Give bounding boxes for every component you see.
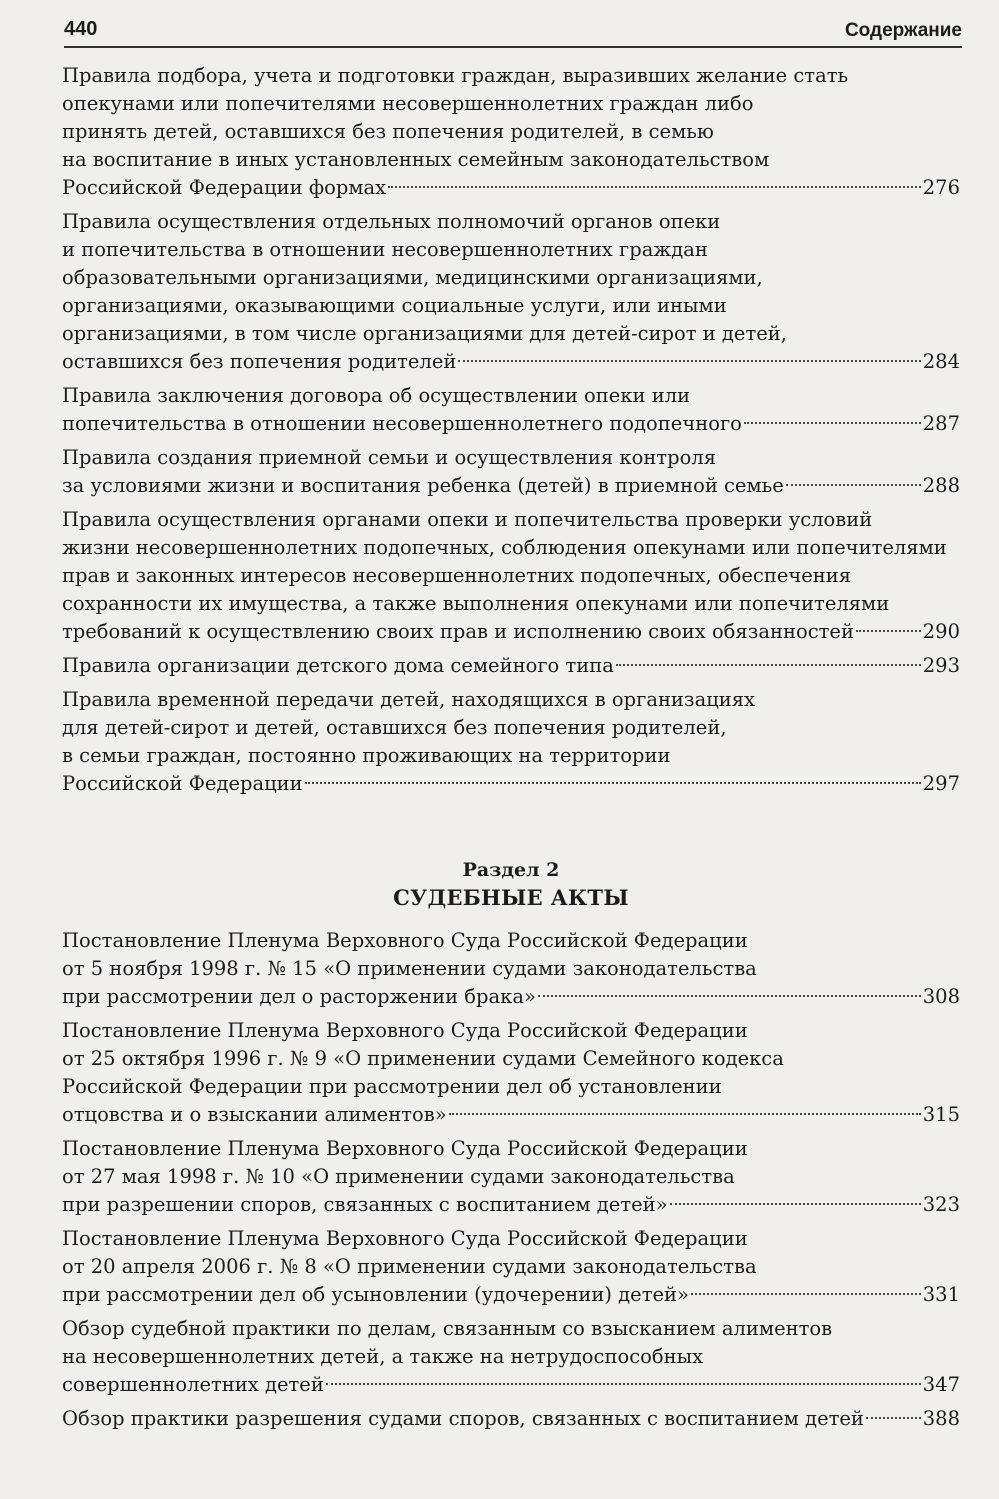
dot-leader — [449, 1113, 921, 1115]
toc-entry-last-line — [62, 174, 960, 202]
toc-entry-title-end: Российской Федерации формах — [62, 176, 387, 199]
toc-page-number[interactable]: 331 — [922, 1283, 960, 1306]
toc-entry-title-end: при рассмотрении дел о расторжении брака» — [62, 985, 536, 1008]
toc-entry-last-line — [62, 410, 960, 438]
toc-entry-line: от 20 апреля 2006 г. № 8 «О применении судами законодательства — [62, 1255, 757, 1278]
toc-entry-line: Правила создания приемной семьи и осуществления контроля — [62, 446, 717, 469]
toc-entry[interactable] — [62, 208, 960, 376]
toc-entry-title-end: требований к осуществлению своих прав и исполнению своих обязанностей — [62, 620, 854, 643]
toc-entry-title-end: оставшихся без попечения родителей — [62, 350, 457, 373]
toc-entry-title-end: совершеннолетних детей — [62, 1373, 324, 1396]
toc-entry-last-line — [62, 652, 960, 680]
toc-page-number[interactable]: 308 — [922, 985, 960, 1008]
toc-page-number[interactable]: 287 — [922, 412, 960, 435]
toc-entry-line: от 5 ноября 1998 г. № 15 «О применении судами законодательства — [62, 957, 757, 980]
toc-entry[interactable] — [62, 1017, 960, 1129]
toc-page-number[interactable]: 290 — [922, 620, 960, 643]
toc-entry-last-line — [62, 618, 960, 646]
page-number: 440 — [64, 18, 98, 40]
toc-entry[interactable] — [62, 686, 960, 798]
toc-entry[interactable] — [62, 652, 960, 680]
toc-entry[interactable] — [62, 506, 960, 646]
toc-entry-line: от 25 октября 1996 г. № 9 «О применении судами Семейного кодекса — [62, 1047, 784, 1070]
toc-entry-line: жизни несовершеннолетних подопечных, соблюдения опекунами или попечителями — [62, 536, 947, 559]
toc-entry-last-line — [62, 770, 960, 798]
toc-entry-line: опекунами или попечителями несовершеннолетних граждан либо — [62, 92, 754, 115]
section-title: СУДЕБНЫЕ АКТЫ — [393, 885, 629, 910]
toc-entry-last-line — [62, 1281, 960, 1309]
toc-page-number[interactable]: 276 — [922, 176, 960, 199]
toc-entry-last-line — [62, 1101, 960, 1129]
dot-leader — [670, 1203, 921, 1205]
toc-entry-line: Правила временной передачи детей, находящихся в организациях — [62, 688, 756, 711]
toc-entry-last-line — [62, 1191, 960, 1219]
toc-entry-line: Правила осуществления органами опеки и попечительства проверки условий — [62, 508, 873, 531]
toc-entry-last-line — [62, 983, 960, 1011]
toc-entry-last-line — [62, 1405, 960, 1433]
dot-leader — [458, 360, 920, 362]
dot-leader — [866, 1417, 921, 1419]
toc-entry[interactable] — [62, 382, 960, 438]
toc-entry-line: Правила осуществления отдельных полномочий органов опеки — [62, 210, 721, 233]
toc-entry-line: Российской Федерации при рассмотрении дел об установлении — [62, 1075, 722, 1098]
toc-entry-line: организациями, в том числе организациями для детей-сирот и детей, — [62, 322, 787, 345]
toc-entry-line: Правила подбора, учета и подготовки граждан, выразивших желание стать — [62, 64, 849, 87]
toc-entry-line: на несовершеннолетних детей, а также на нетрудоспособных — [62, 1345, 704, 1368]
toc-entry-line: на воспитание в иных установленных семейным законодательством — [62, 148, 770, 171]
toc-page-number[interactable]: 297 — [922, 772, 960, 795]
toc-page-number[interactable]: 293 — [922, 654, 960, 677]
dot-leader — [786, 484, 921, 486]
toc-entry-line: Постановление Пленума Верховного Суда Российской Федерации — [62, 1137, 748, 1160]
toc-entry-last-line — [62, 348, 960, 376]
section-heading — [62, 856, 960, 912]
toc-entry-line: в семьи граждан, постоянно проживающих на территории — [62, 744, 671, 767]
toc-entry[interactable] — [62, 1135, 960, 1219]
toc-entry[interactable] — [62, 62, 960, 202]
toc-entry-line: Постановление Пленума Верховного Суда Российской Федерации — [62, 1227, 748, 1250]
toc-page-number[interactable]: 315 — [922, 1103, 960, 1126]
dot-leader — [538, 995, 921, 997]
toc-entry-last-line — [62, 1371, 960, 1399]
dot-leader — [691, 1293, 921, 1295]
toc-list-top — [62, 62, 960, 804]
toc-entry-line: Правила заключения договора об осуществлении опеки или — [62, 384, 691, 407]
toc-entry-line: от 27 мая 1998 г. № 10 «О применении судами законодательства — [62, 1165, 735, 1188]
running-title: Содержание — [844, 20, 962, 41]
toc-entry-line: для детей-сирот и детей, оставшихся без попечения родителей, — [62, 716, 727, 739]
toc-list-bottom — [62, 927, 960, 1439]
toc-entry-title-end: Российской Федерации — [62, 772, 303, 795]
toc-entry[interactable] — [62, 1405, 960, 1433]
toc-entry-title-end: при рассмотрении дел об усыновлении (удочерении) детей» — [62, 1283, 689, 1306]
toc-entry-line: Постановление Пленума Верховного Суда Российской Федерации — [62, 1019, 748, 1042]
toc-entry[interactable] — [62, 927, 960, 1011]
toc-entry[interactable] — [62, 444, 960, 500]
toc-entry-title-end: отцовства и о взыскании алиментов» — [62, 1103, 447, 1126]
toc-entry-line: прав и законных интересов несовершеннолетних подопечных, обеспечения — [62, 564, 852, 587]
toc-entry-title-end: за условиями жизни и воспитания ребенка (детей) в приемной семье — [62, 474, 784, 497]
toc-page-number[interactable]: 323 — [922, 1193, 960, 1216]
dot-leader — [305, 782, 921, 784]
toc-entry-line: принять детей, оставшихся без попечения родителей, в семью — [62, 120, 714, 143]
toc-entry-line: организациями, оказывающими социальные услуги, или иными — [62, 294, 727, 317]
toc-entry[interactable] — [62, 1225, 960, 1309]
dot-leader — [616, 664, 921, 666]
page-header — [64, 14, 962, 48]
toc-entry-line: Обзор судебной практики по делам, связанным со взысканием алиментов — [62, 1317, 833, 1340]
toc-entry-line: и попечительства в отношении несовершеннолетних граждан — [62, 238, 708, 261]
dot-leader — [744, 422, 921, 424]
dot-leader — [388, 186, 921, 188]
dot-leader — [326, 1383, 921, 1385]
toc-entry-last-line — [62, 472, 960, 500]
toc-page-number[interactable]: 347 — [922, 1373, 960, 1396]
toc-entry-title-end: Обзор практики разрешения судами споров, связанных с воспитанием детей — [62, 1407, 864, 1430]
toc-entry-title-end: Правила организации детского дома семейного типа — [62, 654, 614, 677]
toc-page-number[interactable]: 288 — [922, 474, 960, 497]
section-label: Раздел 2 — [462, 859, 560, 881]
toc-page-number[interactable]: 284 — [922, 350, 960, 373]
toc-entry-title-end: при разрешении споров, связанных с воспитанием детей» — [62, 1193, 668, 1216]
toc-entry-line: сохранности их имущества, а также выполнения опекунами или попечителями — [62, 592, 890, 615]
toc-entry[interactable] — [62, 1315, 960, 1399]
toc-entry-line: Постановление Пленума Верховного Суда Российской Федерации — [62, 929, 748, 952]
toc-page-number[interactable]: 388 — [922, 1407, 960, 1430]
dot-leader — [856, 630, 921, 632]
toc-entry-line: образовательными организациями, медицинскими организациями, — [62, 266, 763, 289]
toc-entry-title-end: попечительства в отношении несовершеннолетнего подопечного — [62, 412, 742, 435]
